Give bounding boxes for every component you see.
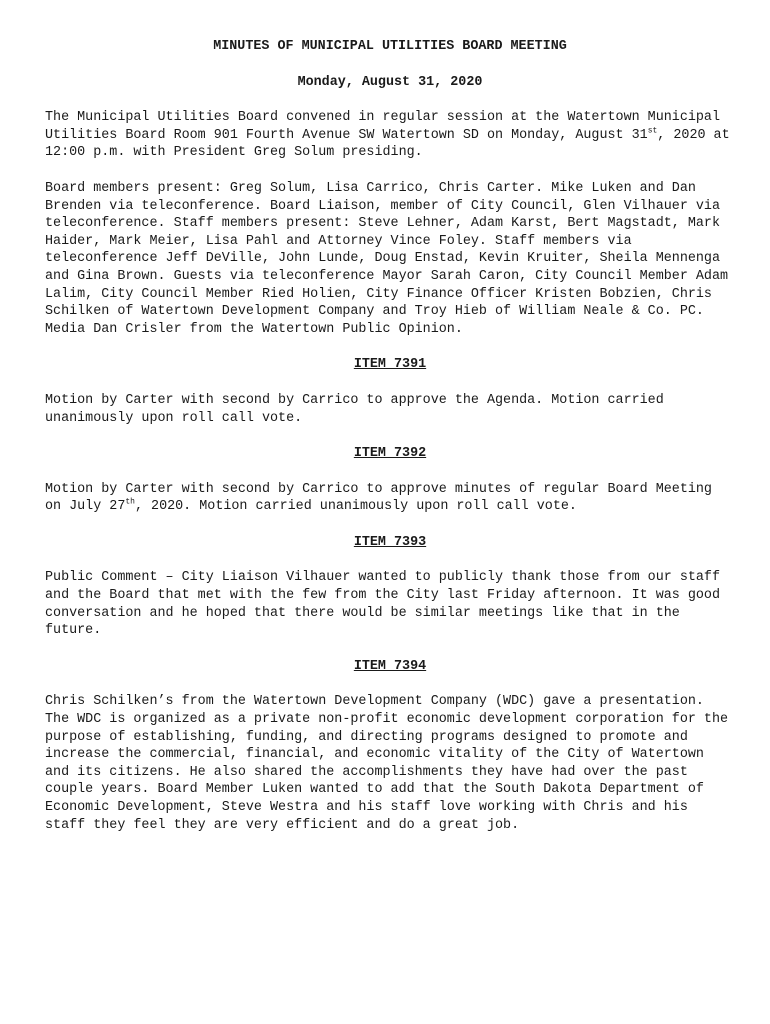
item-text-7391: Motion by Carter with second by Carrico to approve the Agenda. Motion carried unanimously upon roll call vote. <box>45 392 664 426</box>
item-heading-7394: ITEM 7394 <box>353 658 427 674</box>
opening-superscript: st <box>647 126 658 136</box>
opening-text-a: The Municipal Utilities Board convened in regular session at the Watertown Municipal Utilities Board Room 901 Fourth Avenue SW Watertown SD on Monday, August 31 <box>45 110 720 143</box>
opening-paragraph <box>45 109 735 162</box>
opening-text-b: , 2020 at 12:00 p.m. with President Greg Solum presiding. <box>45 127 730 161</box>
item-7392-superscript: th <box>125 497 135 507</box>
document-title: MINUTES OF MUNICIPAL UTILITIES BOARD MEETING <box>213 39 567 54</box>
attendance-paragraph: Board members present: Greg Solum, Lisa Carrico, Chris Carter. Mike Luken and Dan Brenden via teleconference. Board Liaison, member of City Council, Glen Vilhauer via teleconference. Staff members present: Steve Lehner, Adam Karst, Bert Magstadt, Mark Haider, Mark Meier, Lisa Pahl and Attorney Vince Foley. Staff members via teleconference Jeff DeVille, John Lunde, Doug Enstad, Kevin Kruiter, Sheila Mennenga and Gina Brown. Guests via teleconference Mayor Sarah Caron, City Council Member Adam Lalim, City Council Member Ried Holien, City Finance Officer Kristen Bobzien, Chris Schilken of Watertown Development Company and Troy Hieb of William Neale & Co. PC. Media Dan Crisler from the Watertown Public Opinion. <box>45 180 729 337</box>
meeting-date: Monday, August 31, 2020 <box>297 74 483 90</box>
item-heading-7393: ITEM 7393 <box>353 534 427 550</box>
item-7392-text-b: , 2020. Motion carried unanimously upon roll call vote. <box>134 499 577 515</box>
item-heading-7391: ITEM 7391 <box>353 357 427 373</box>
item-7392-text-a: Motion by Carter with second by Carrico to approve minutes of regular Board Meeting on July 27 <box>45 481 712 515</box>
item-text-7393: Public Comment – City Liaison Vilhauer wanted to publicly thank those from our staff and the Board that met with the few from the City last Friday afternoon. It was good conversation and he hoped that there would be similar meetings like that in the future. <box>45 570 720 639</box>
minutes-document <box>45 38 735 852</box>
item-text-7392 <box>45 481 735 516</box>
item-heading-7392: ITEM 7392 <box>353 446 427 462</box>
item-text-7394: Chris Schilken’s from the Watertown Development Company (WDC) gave a presentation. The WDC is organized as a private non-profit economic development corporation for the purpose of establishing, funding, and directing programs designed to promote and increase the commercial, financial, and economic vitality of the City of Watertown and its citizens. He also shared the accomplishments they have had over the past couple years. Board Member Luken wanted to add that the South Dakota Department of Economic Development, Steve Westra and his staff love working with Chris and his staff they feel they are very efficient and do a great job. <box>45 694 729 833</box>
